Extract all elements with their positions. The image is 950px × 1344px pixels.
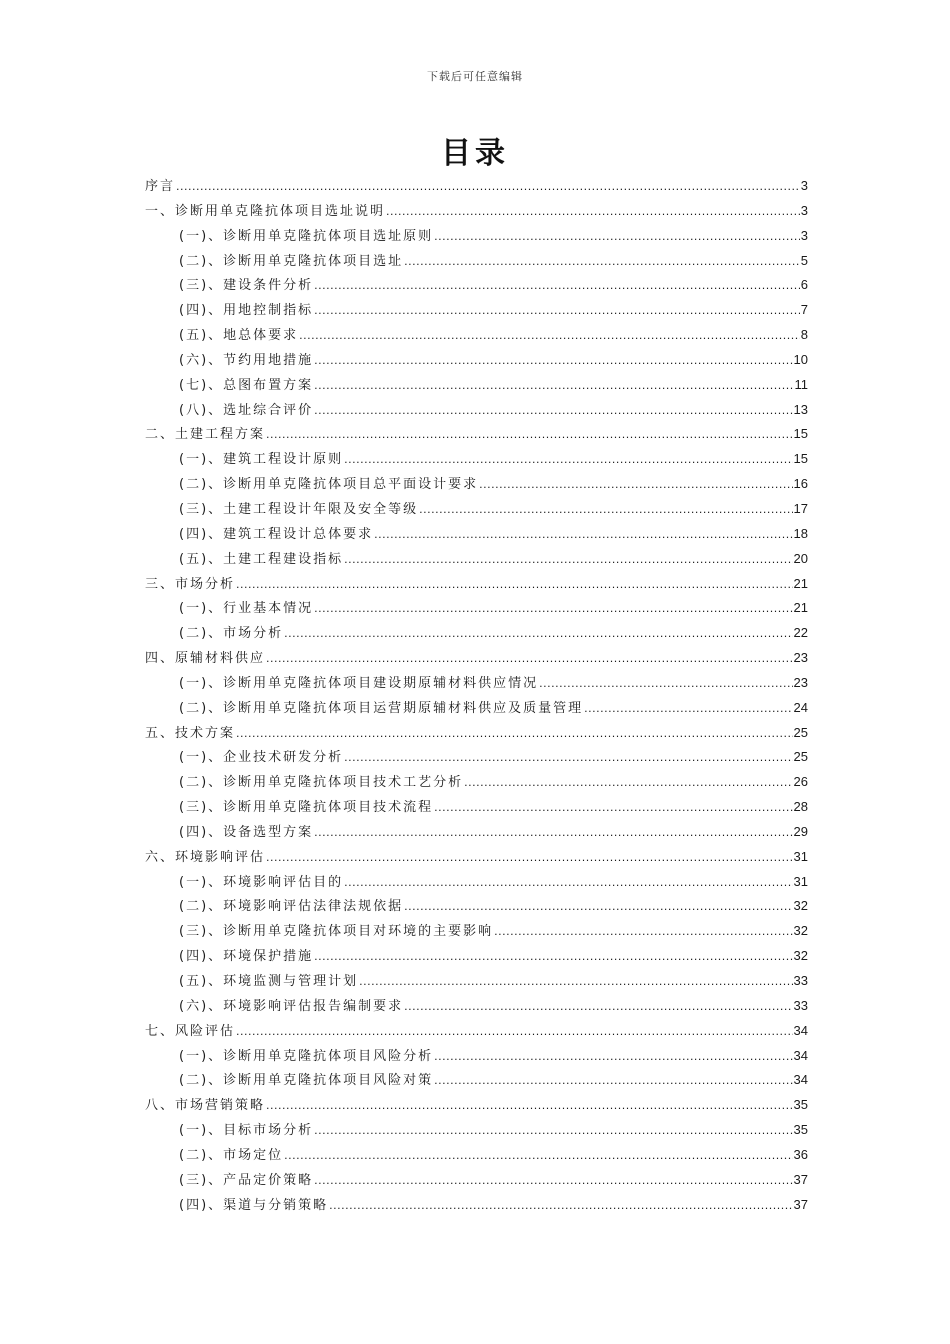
toc-entry-page-number: 21 [793, 575, 808, 591]
toc-entry-page-number: 35 [793, 1097, 808, 1113]
toc-entry-label: 一、诊断用单克隆抗体项目选址说明 [145, 203, 386, 219]
toc-entry-page-number: 22 [793, 625, 808, 641]
toc-entry-label: (六)、节约用地措施 [179, 352, 314, 368]
toc-entry-page-number: 3 [800, 178, 808, 193]
page-title: 目录 [441, 136, 509, 171]
toc-entry-label: (二)、市场定位 [179, 1147, 284, 1163]
toc-dot-leader [434, 1069, 792, 1094]
toc-entry-label: (七)、总图布置方案 [179, 377, 314, 393]
toc-entry-page-number: 26 [793, 774, 808, 790]
toc-entry-label: 七、风险评估 [145, 1023, 236, 1039]
toc-entry-label: 序言 [145, 179, 176, 194]
toc-dot-leader [284, 622, 792, 647]
toc-entry[interactable] [145, 621, 808, 646]
toc-entry-label: (一)、目标市场分析 [179, 1123, 314, 1139]
toc-entry[interactable] [145, 969, 808, 994]
toc-entry-label: (一)、环境影响评估目的 [179, 874, 344, 890]
toc-entry-page-number: 8 [800, 327, 808, 343]
toc-entry-label: (二)、市场分析 [179, 626, 284, 642]
toc-entry-label: (一)、行业基本情况 [179, 601, 314, 617]
toc-dot-leader [284, 1144, 792, 1169]
toc-entry-page-number: 3 [800, 227, 808, 243]
toc-entry[interactable] [145, 273, 808, 298]
toc-entry-label: (四)、环境保护措施 [179, 949, 314, 965]
toc-dot-leader [404, 250, 800, 275]
toc-entry-label: (六)、环境影响评估报告编制要求 [179, 998, 404, 1014]
toc-entry-page-number: 21 [793, 600, 808, 616]
toc-entry-label: (三)、诊断用单克隆抗体项目技术流程 [179, 800, 434, 816]
toc-entry-label: (一)、诊断用单克隆抗体项目建设期原辅材料供应情况 [179, 675, 539, 691]
toc-dot-leader [266, 423, 793, 448]
toc-entry[interactable] [145, 596, 808, 621]
toc-entry[interactable] [145, 919, 808, 944]
toc-entry[interactable] [145, 1068, 808, 1093]
toc-entry-label: 二、土建工程方案 [145, 427, 266, 443]
toc-dot-leader [299, 324, 800, 349]
toc-dot-leader [266, 647, 793, 672]
toc-entry-page-number: 16 [793, 476, 808, 492]
toc-entry-label: (三)、建设条件分析 [179, 278, 314, 294]
toc-entry-page-number: 6 [800, 277, 808, 293]
toc-dot-leader [434, 796, 792, 821]
toc-entry[interactable] [145, 1168, 808, 1193]
toc-entry-page-number: 37 [793, 1196, 808, 1212]
toc-dot-leader [314, 821, 792, 846]
toc-dot-leader [419, 498, 792, 523]
toc-entry[interactable] [145, 422, 808, 447]
toc-entry[interactable] [145, 398, 808, 423]
toc-entry[interactable] [145, 547, 808, 572]
toc-entry-page-number: 23 [793, 650, 808, 666]
toc-entry-label: 六、环境影响评估 [145, 849, 266, 865]
toc-dot-leader [314, 597, 792, 622]
toc-entry[interactable] [145, 174, 808, 199]
toc-entry[interactable] [145, 820, 808, 845]
toc-entry[interactable] [145, 994, 808, 1019]
toc-entry[interactable] [145, 224, 808, 249]
toc-entry-label: 八、市场营销策略 [145, 1098, 266, 1114]
toc-dot-leader [374, 523, 792, 548]
toc-dot-leader [314, 945, 792, 970]
toc-entry[interactable] [145, 199, 808, 224]
toc-dot-leader [314, 1169, 792, 1194]
toc-entry[interactable] [145, 348, 808, 373]
toc-entry-page-number: 36 [793, 1146, 808, 1162]
toc-entry-page-number: 29 [793, 823, 808, 839]
toc-entry[interactable] [145, 894, 808, 919]
toc-entry-page-number: 15 [793, 451, 808, 467]
toc-entry-page-number: 31 [793, 873, 808, 889]
toc-dot-leader [236, 722, 793, 747]
toc-entry-page-number: 34 [793, 1022, 808, 1038]
toc-entry[interactable] [145, 373, 808, 398]
toc-entry-label: (四)、设备选型方案 [179, 824, 314, 840]
toc-entry[interactable] [145, 1118, 808, 1143]
toc-entry-page-number: 24 [793, 699, 808, 715]
table-of-contents [145, 174, 808, 1217]
toc-entry-page-number: 25 [793, 749, 808, 765]
toc-entry-label: (一)、诊断用单克隆抗体项目风险分析 [179, 1048, 434, 1064]
toc-entry-page-number: 35 [793, 1122, 808, 1138]
toc-entry-page-number: 32 [793, 898, 808, 914]
toc-entry-label: (三)、产品定价策略 [179, 1172, 314, 1188]
toc-entry-label: (四)、建筑工程设计总体要求 [179, 526, 374, 542]
toc-dot-leader [314, 1119, 792, 1144]
toc-entry[interactable] [145, 646, 808, 671]
toc-dot-leader [479, 473, 792, 498]
toc-entry-page-number: 3 [800, 202, 808, 218]
toc-dot-leader [314, 299, 800, 324]
toc-dot-leader [236, 1020, 793, 1045]
toc-dot-leader [344, 871, 792, 896]
toc-entry-page-number: 33 [793, 973, 808, 988]
toc-entry-label: (三)、土建工程设计年限及安全等级 [179, 501, 419, 517]
toc-dot-leader [464, 771, 792, 796]
toc-entry-page-number: 13 [793, 401, 808, 417]
toc-dot-leader [404, 995, 792, 1020]
toc-entry-page-number: 25 [793, 724, 808, 740]
toc-entry-page-number: 15 [793, 426, 808, 442]
toc-entry[interactable] [145, 1093, 808, 1118]
toc-entry[interactable] [145, 944, 808, 969]
toc-dot-leader [386, 200, 800, 225]
toc-entry-page-number: 5 [800, 252, 808, 268]
toc-entry-page-number: 34 [793, 1047, 808, 1063]
toc-entry[interactable] [145, 696, 808, 721]
toc-entry[interactable] [145, 447, 808, 472]
toc-entry-label: 五、技术方案 [145, 725, 236, 741]
toc-dot-leader [344, 548, 792, 573]
toc-entry[interactable] [145, 1019, 808, 1044]
toc-entry-label: (二)、诊断用单克隆抗体项目总平面设计要求 [179, 477, 479, 493]
toc-entry-page-number: 10 [793, 351, 808, 367]
toc-entry-page-number: 32 [793, 923, 808, 939]
toc-entry[interactable] [145, 745, 808, 770]
toc-entry-page-number: 34 [793, 1072, 808, 1088]
toc-entry-page-number: 32 [793, 948, 808, 964]
toc-entry-page-number: 23 [793, 674, 808, 690]
toc-entry[interactable] [145, 472, 808, 497]
toc-dot-leader [314, 349, 792, 374]
toc-dot-leader [329, 1194, 792, 1219]
toc-entry-label: (五)、环境监测与管理计划 [179, 974, 359, 989]
toc-entry-label: (五)、土建工程建设指标 [179, 551, 344, 567]
toc-dot-leader [344, 746, 792, 771]
toc-dot-leader [434, 1045, 792, 1070]
toc-entry[interactable] [145, 298, 808, 323]
toc-dot-leader [176, 175, 800, 200]
toc-entry[interactable] [145, 795, 808, 820]
toc-entry-label: (四)、渠道与分销策略 [179, 1197, 329, 1213]
toc-dot-leader [494, 920, 792, 945]
toc-entry-page-number: 37 [793, 1171, 808, 1187]
toc-entry[interactable] [145, 323, 808, 348]
toc-dot-leader [359, 970, 792, 995]
toc-dot-leader [584, 697, 792, 722]
toc-entry-page-number: 28 [793, 799, 808, 815]
toc-dot-leader [344, 448, 792, 473]
toc-entry[interactable] [145, 721, 808, 746]
toc-entry-page-number: 18 [793, 525, 808, 541]
toc-dot-leader [434, 225, 800, 250]
toc-entry[interactable] [145, 845, 808, 870]
toc-entry-label: (一)、建筑工程设计原则 [179, 452, 344, 468]
toc-entry[interactable] [145, 1143, 808, 1168]
toc-entry[interactable] [145, 671, 808, 696]
page-header: 下载后可任意编辑 [427, 70, 523, 83]
toc-entry-label: (二)、环境影响评估法律法规依据 [179, 899, 404, 915]
toc-entry[interactable] [145, 1193, 808, 1218]
toc-entry-label: (四)、用地控制指标 [179, 303, 314, 319]
toc-dot-leader [236, 573, 793, 598]
toc-dot-leader [404, 895, 792, 920]
toc-dot-leader [314, 399, 792, 424]
toc-entry-page-number: 33 [793, 997, 808, 1013]
toc-entry[interactable] [145, 770, 808, 795]
toc-entry-label: (三)、诊断用单克隆抗体项目对环境的主要影响 [179, 924, 494, 940]
toc-entry[interactable] [145, 572, 808, 597]
toc-entry-label: (一)、诊断用单克隆抗体项目选址原则 [179, 228, 434, 244]
toc-entry-label: 三、市场分析 [145, 576, 236, 592]
toc-entry[interactable] [145, 1044, 808, 1069]
toc-entry-label: (二)、诊断用单克隆抗体项目运营期原辅材料供应及质量管理 [179, 700, 584, 716]
toc-entry-label: (二)、诊断用单克隆抗体项目选址 [179, 253, 404, 269]
toc-dot-leader [266, 1094, 793, 1119]
toc-entry[interactable] [145, 249, 808, 274]
toc-dot-leader [539, 672, 792, 697]
toc-entry-label: (五)、地总体要求 [179, 328, 299, 344]
toc-entry[interactable] [145, 870, 808, 895]
toc-entry-page-number: 11 [794, 376, 808, 392]
toc-entry-label: 四、原辅材料供应 [145, 651, 266, 667]
toc-entry-page-number: 31 [793, 848, 808, 864]
toc-entry-page-number: 20 [793, 550, 808, 566]
toc-entry-label: (二)、诊断用单克隆抗体项目技术工艺分析 [179, 775, 464, 791]
toc-entry-page-number: 7 [800, 302, 808, 318]
toc-dot-leader [314, 274, 800, 299]
toc-entry-label: (二)、诊断用单克隆抗体项目风险对策 [179, 1073, 434, 1089]
toc-entry-label: (八)、选址综合评价 [179, 402, 314, 418]
toc-entry[interactable] [145, 497, 808, 522]
toc-entry-label: (一)、企业技术研发分析 [179, 750, 344, 766]
toc-entry-page-number: 17 [793, 500, 808, 516]
toc-dot-leader [266, 846, 793, 871]
toc-entry[interactable] [145, 522, 808, 547]
toc-dot-leader [314, 374, 793, 399]
